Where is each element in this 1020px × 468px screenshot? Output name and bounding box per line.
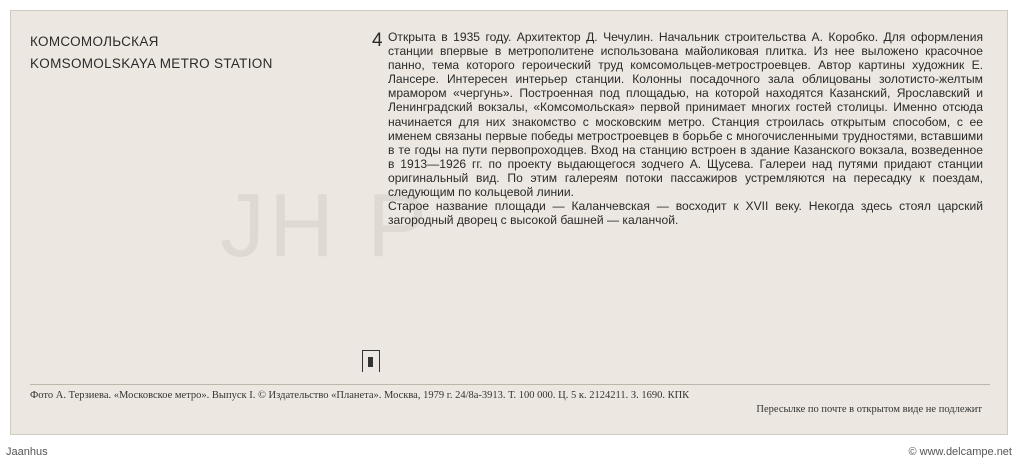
site-credit: © www.delcampe.net [908,446,1012,458]
station-title-en: KOMSOMOLSKAYA METRO STATION [30,56,273,71]
mail-note: Пересылке по почте в открытом виде не подлежит [756,404,982,415]
watermark: JH P [220,176,432,276]
imprint-line: Фото А. Терзиева. «Московское метро». Выпуск I. © Издательство «Планета». Москва, 1979 г. 24/8а-3913. Т. 100 000. Ц. 5 к. 2124211. З. 1690. КПК [30,390,690,401]
description-text [388,30,983,227]
footer-divider [30,384,990,385]
seller-name: Jaanhus [6,446,48,458]
description-paragraph-2: Старое название площади — Каланчевская — восходит к XVII веку. Некогда здесь стоял царский загородный дворец с высокой башней — каланчой. [388,199,983,228]
station-title-ru: КОМСОМОЛЬСКАЯ [30,34,159,49]
description-paragraph-1: Открыта в 1935 году. Архитектор Д. Чечулин. Начальник строительства А. Коробко. Для оформления станции впервые в метрополитене использована майоликовая плитка. Из нее выложено красочное панно, тема которого героический труд комсомольцев-метростроевцев. Автор картины художник Е. Лансере. Интересен интерьер станции. Колонны посадочного зала облицованы золотисто-желтым мрамором «чергунь». Построенная под площадью, на которой находятся Казанский, Ярославский и Ленинградский вокзалы, «Комсомольская» первой принимает многих гостей столицы. Именно отсюда начинается для них знакомство с московским метро. Станция строилась открытым способом, с ее именем связаны первые победы метростроевцев в борьбе с многочисленными трудностями, вставшими в те годы на пути первопроходцев. Вход на станцию встроен в здание Казанского вокзала, возведенное в 1913—1926 гг. по проекту выдающегося зодчего А. Щусева. Галереи над путями придают станции оригинальный вид. По этим галереям потоки пассажиров устремляются на пересадку к поездам, следующим по кольцевой линии. [388,30,983,200]
card-number: 4 [372,30,383,51]
publisher-logo-icon [362,350,380,372]
